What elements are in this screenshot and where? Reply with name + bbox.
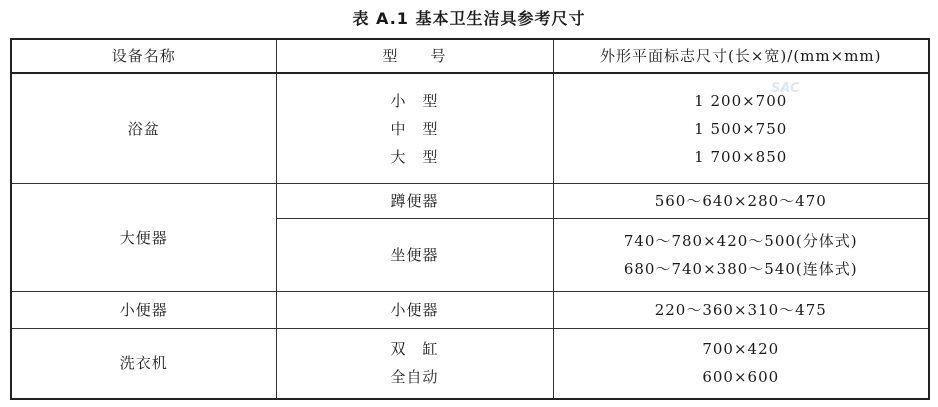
bathtub-name: 浴盆 — [11, 73, 276, 183]
header-model: 型 号 — [276, 39, 553, 73]
size-cell: 600×600 — [702, 368, 780, 387]
bathtub-sizes — [553, 73, 929, 183]
urinal-model: 小便器 — [276, 292, 553, 328]
model-cell: 全自动 — [390, 368, 439, 387]
washer-name: 洗衣机 — [11, 328, 276, 399]
urinal-name: 小便器 — [11, 292, 276, 328]
header-size: 外形平面标志尺寸(长×宽)/(mm×mm) — [553, 39, 929, 73]
washer-sizes — [553, 328, 929, 399]
size-cell: 680～740×380～540(连体式) — [623, 260, 858, 279]
size-cell: 1 700×850 — [694, 147, 788, 166]
model-cell: 中 型 — [390, 119, 439, 138]
header-equipment: 设备名称 — [11, 39, 276, 73]
sac-watermark: SAC — [771, 81, 800, 96]
model-cell: 双 缸 — [390, 340, 439, 359]
table-row — [11, 292, 929, 328]
washer-models — [276, 328, 553, 399]
table-row — [11, 328, 929, 399]
squat-size: 560～640×280～470 — [553, 184, 929, 219]
size-cell: 1 500×750 — [694, 119, 788, 138]
toilet-name: 大便器 — [11, 184, 276, 292]
table-title: 表 A.1 基本卫生洁具参考尺寸 — [352, 9, 586, 28]
model-cell: 大 型 — [390, 147, 439, 166]
bathtub-models — [276, 73, 553, 183]
size-cell: 1 200×700 — [694, 91, 788, 110]
sit-sizes — [553, 219, 929, 292]
urinal-size: 220～360×310～475 — [553, 292, 929, 328]
sit-model: 坐便器 — [276, 219, 553, 292]
header-row — [11, 39, 929, 73]
table-row — [11, 184, 929, 219]
size-cell: 700×420 — [702, 340, 780, 359]
size-cell: 740～780×420～500(分体式) — [623, 232, 858, 251]
model-cell: 小 型 — [390, 91, 439, 110]
squat-model: 蹲便器 — [276, 184, 553, 219]
